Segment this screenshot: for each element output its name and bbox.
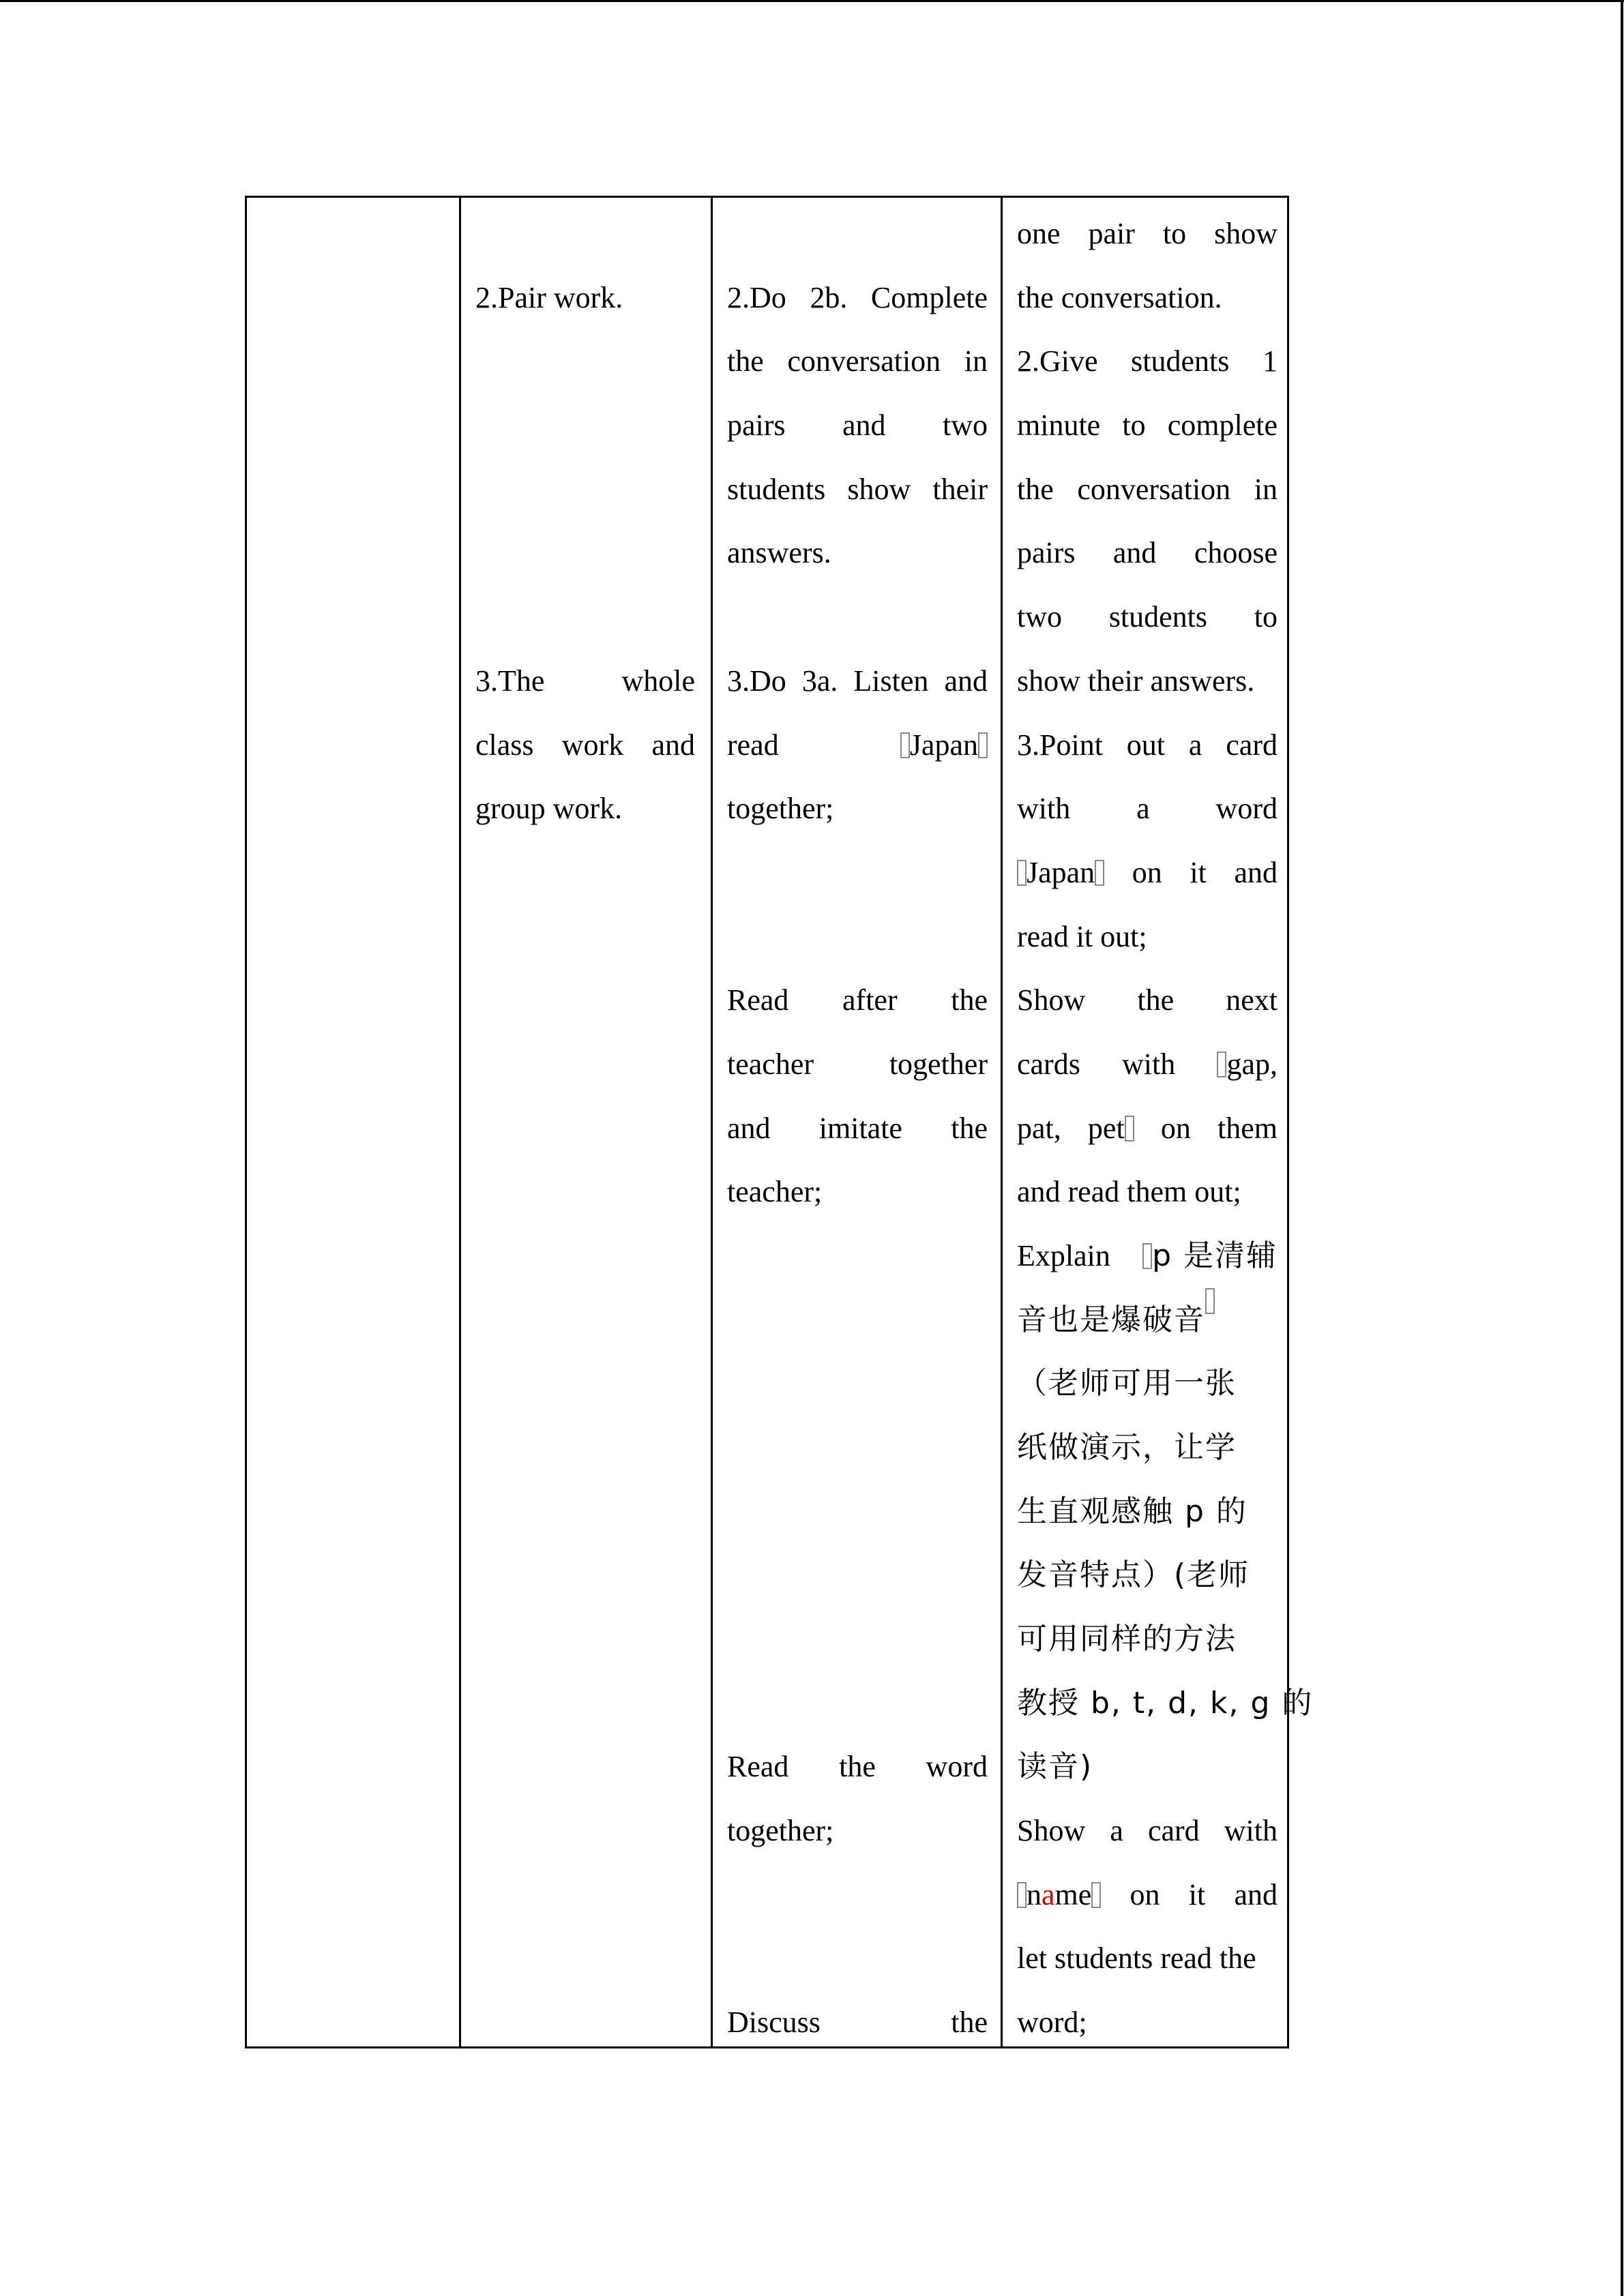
col4-line-9: 3.Point out a card — [1017, 728, 1278, 762]
column-divider-2 — [711, 198, 713, 2046]
column-divider-3 — [1001, 198, 1003, 2046]
missing-glyph-box — [1091, 1882, 1101, 1908]
col4-line-8: show their answers. — [1017, 664, 1255, 698]
whole-class-line: 3.The whole — [475, 664, 695, 698]
col4-line-26: Show a card with — [1017, 1814, 1278, 1847]
col4-line-23: 可用同样的方法 — [1017, 1622, 1237, 1656]
do3a-line-3: together; — [727, 792, 834, 825]
read-after-line-2: teacher together — [727, 1047, 988, 1081]
do3a-line-2: read Japan — [727, 713, 988, 777]
column-4-cell — [1017, 198, 1314, 2046]
col4-line-19: （老师可用一张 — [1017, 1366, 1237, 1401]
read-after-line-4: teacher; — [727, 1175, 823, 1208]
do2b-line-5: answers. — [727, 536, 831, 569]
col4-line-28: let students read the — [1017, 1941, 1256, 1975]
missing-glyph-box — [978, 732, 988, 758]
col4-line-6: pairs and choose — [1017, 536, 1278, 569]
missing-glyph-box — [1142, 1243, 1152, 1269]
do2b-line-1: 2.Do 2b. Complete — [727, 281, 988, 314]
col4-line-2: the conversation. — [1017, 281, 1222, 314]
do2b-line-2: the conversation in — [727, 344, 988, 378]
col4-line-14: cards with gap, — [1017, 1047, 1278, 1081]
page-right-border — [1621, 0, 1623, 2296]
col4-line-24: 教授 b, t, d, k, g 的 — [1017, 1686, 1314, 1720]
missing-glyph-box — [1017, 1882, 1027, 1908]
col4-line-5: the conversation in — [1017, 473, 1278, 506]
col4-line-16: and read them out; — [1017, 1175, 1241, 1208]
do2b-line-3: pairs and two — [727, 408, 988, 442]
group-work-line: group work. — [475, 792, 623, 825]
col4-line-22: 发音特点）(老师 — [1017, 1557, 1250, 1592]
col4-line-27: name on it and — [1017, 1863, 1278, 1927]
col4-line-18: 音也是爆破音 — [1017, 1288, 1278, 1352]
missing-glyph-box — [1125, 1116, 1134, 1142]
missing-glyph-box — [1217, 1052, 1226, 1077]
pair-work-label: 2.Pair work. — [475, 281, 623, 314]
class-work-line: class work and — [475, 728, 695, 762]
col4-line-25: 读音) — [1017, 1749, 1093, 1784]
col4-line-1: one pair to show — [1017, 217, 1278, 250]
col4-line-10: with a word — [1017, 792, 1278, 825]
missing-glyph-box — [1095, 860, 1104, 886]
do3a-line-1: 3.Do 3a. Listen and — [727, 664, 988, 698]
highlighted-letter: a — [1042, 1878, 1055, 1911]
read-word-line-2: together; — [727, 1814, 834, 1847]
col4-line-20: 纸做演示，让学 — [1017, 1430, 1237, 1465]
col4-line-3: 2.Give students 1 — [1017, 344, 1278, 378]
missing-glyph-box — [1017, 860, 1027, 886]
column-1-cell — [247, 198, 459, 2046]
page-top-border — [0, 0, 1624, 2]
column-2-cell — [475, 198, 695, 2046]
col4-line-15: pat, pet on them — [1017, 1112, 1278, 1145]
missing-glyph-box — [900, 732, 910, 758]
col4-line-17: Explain p 是清辅 — [1017, 1238, 1278, 1273]
column-divider-1 — [459, 198, 461, 2046]
do2b-line-4: students show their — [727, 473, 988, 506]
lesson-plan-table — [245, 196, 1314, 2048]
col4-line-21: 生直观感触 p 的 — [1017, 1494, 1247, 1529]
missing-glyph-box — [1205, 1288, 1215, 1314]
col4-line-12: read it out; — [1017, 920, 1147, 953]
read-after-line-1: Read after the — [727, 983, 988, 1017]
col4-line-4: minute to complete — [1017, 408, 1278, 442]
col4-line-11: Japan on it and — [1017, 841, 1278, 905]
column-3-cell — [727, 198, 988, 2046]
read-after-line-3: and imitate the — [727, 1112, 988, 1145]
col4-line-7: two students to — [1017, 600, 1278, 633]
col4-line-13: Show the next — [1017, 983, 1278, 1017]
read-word-line-1: Read the word — [727, 1750, 988, 1783]
discuss-line: Discuss the — [727, 2006, 988, 2039]
col4-line-29: word; — [1017, 2006, 1087, 2039]
